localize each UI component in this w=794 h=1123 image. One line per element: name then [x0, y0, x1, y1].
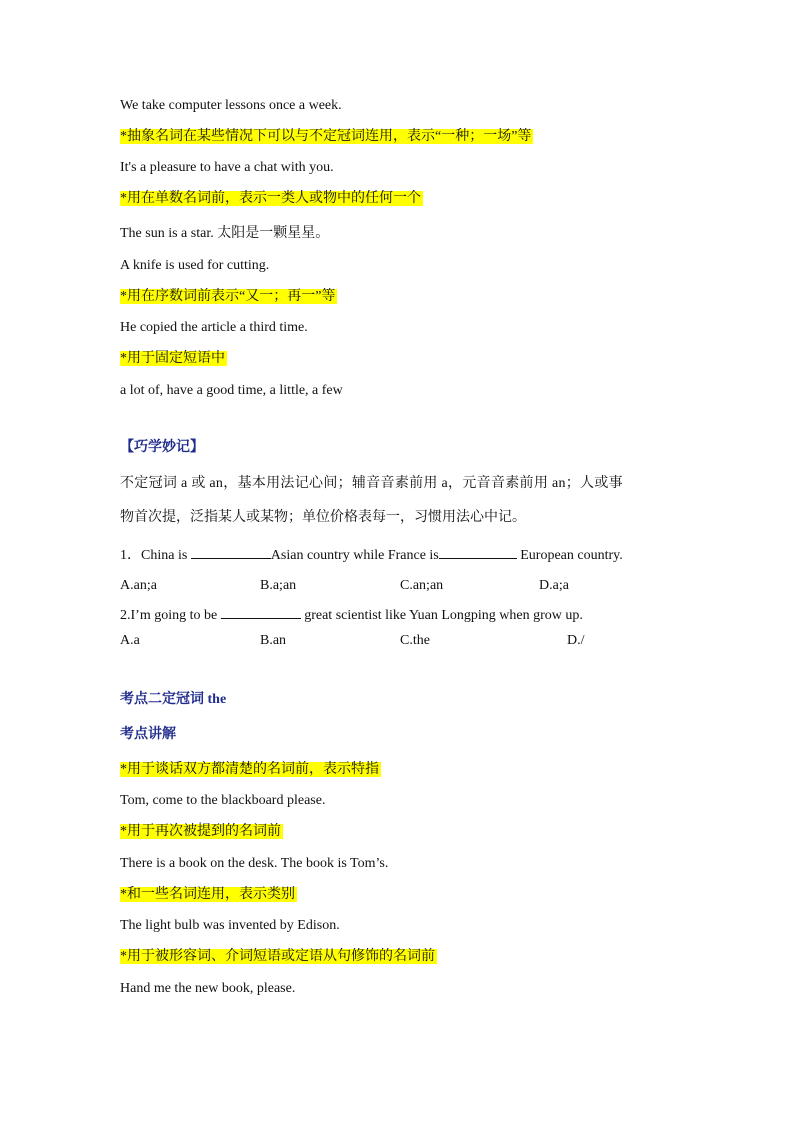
rule-note: [120, 947, 437, 967]
tip-text: 不定冠词 a 或 an，基本用法记心间；辅音音素前用 a，元音音素前用 an；人或事: [120, 476, 623, 491]
rule-note: [120, 189, 423, 209]
question-1-text-b: Asian country while France is: [270, 548, 439, 563]
example-sentence: The light bulb was invented by Edison.: [120, 918, 340, 933]
example-sentence: We take computer lessons once a week.: [120, 98, 342, 113]
question-1-option-c: C.an;an: [400, 578, 444, 593]
subsection-heading: 考点讲解: [120, 727, 176, 742]
question-2-text-b: great scientist like Yuan Longping when grow up.: [300, 608, 583, 623]
question-1-option-a: A.an;a: [120, 578, 157, 593]
example-phrases: a lot of, have a good time, a little, a few: [120, 383, 343, 398]
rule-note: [120, 287, 337, 307]
example-sentence: A knife is used for cutting.: [120, 258, 270, 273]
highlighted-rule: *用于固定短语中: [120, 351, 225, 366]
question-2-option-d: D./: [567, 633, 585, 648]
question-1-text-c: European country.: [516, 548, 623, 563]
question-2-option-b: B.an: [260, 633, 287, 648]
answer-blank: [221, 604, 301, 619]
rule-note: [120, 885, 297, 905]
example-sentence: The sun is a star. 太阳是一颗星星。: [120, 226, 330, 241]
highlighted-rule: *用于谈话双方都清楚的名词前，表示特指: [120, 762, 379, 777]
question-2-option-c: C.the: [400, 633, 430, 648]
question-2-text-a: 2.I’m going to be: [120, 608, 221, 623]
answer-blank: [439, 544, 517, 559]
question-2-option-a: A.a: [120, 633, 140, 648]
tip-text: 物首次提，泛指某人或某物；单位价格表每一，习惯用法心中记。: [120, 510, 526, 525]
highlighted-rule: *用于再次被提到的名词前: [120, 824, 281, 839]
rule-note: [120, 760, 381, 780]
tip-heading: 【巧学妙记】: [120, 440, 204, 455]
highlighted-rule: *用在单数名词前，表示一类人或物中的任何一个: [120, 191, 421, 206]
question-1-option-d: D.a;a: [539, 578, 569, 593]
example-sentence: Hand me the new book, please.: [120, 981, 296, 996]
highlighted-rule: *用在序数词前表示“又一；再一”等: [120, 289, 336, 304]
question-2: [120, 604, 583, 626]
rule-note: [120, 822, 283, 842]
rule-note: [120, 127, 533, 147]
question-1: [120, 544, 623, 566]
rule-note: [120, 349, 227, 369]
example-sentence: There is a book on the desk. The book is Tom’s.: [120, 856, 389, 871]
example-sentence: Tom, come to the blackboard please.: [120, 793, 326, 808]
answer-blank: [191, 544, 271, 559]
question-1-text-a: 1．China is: [120, 548, 191, 563]
highlighted-rule: *抽象名词在某些情况下可以与不定冠词连用，表示“一种；一场”等: [120, 129, 532, 144]
section-heading: 考点二定冠词 the: [120, 692, 227, 707]
example-sentence: He copied the article a third time.: [120, 320, 308, 335]
highlighted-rule: *和一些名词连用，表示类别: [120, 887, 295, 902]
highlighted-rule: *用于被形容词、介词短语或定语从句修饰的名词前: [120, 949, 435, 964]
example-sentence: It's a pleasure to have a chat with you.: [120, 160, 334, 175]
question-1-option-b: B.a;an: [260, 578, 297, 593]
